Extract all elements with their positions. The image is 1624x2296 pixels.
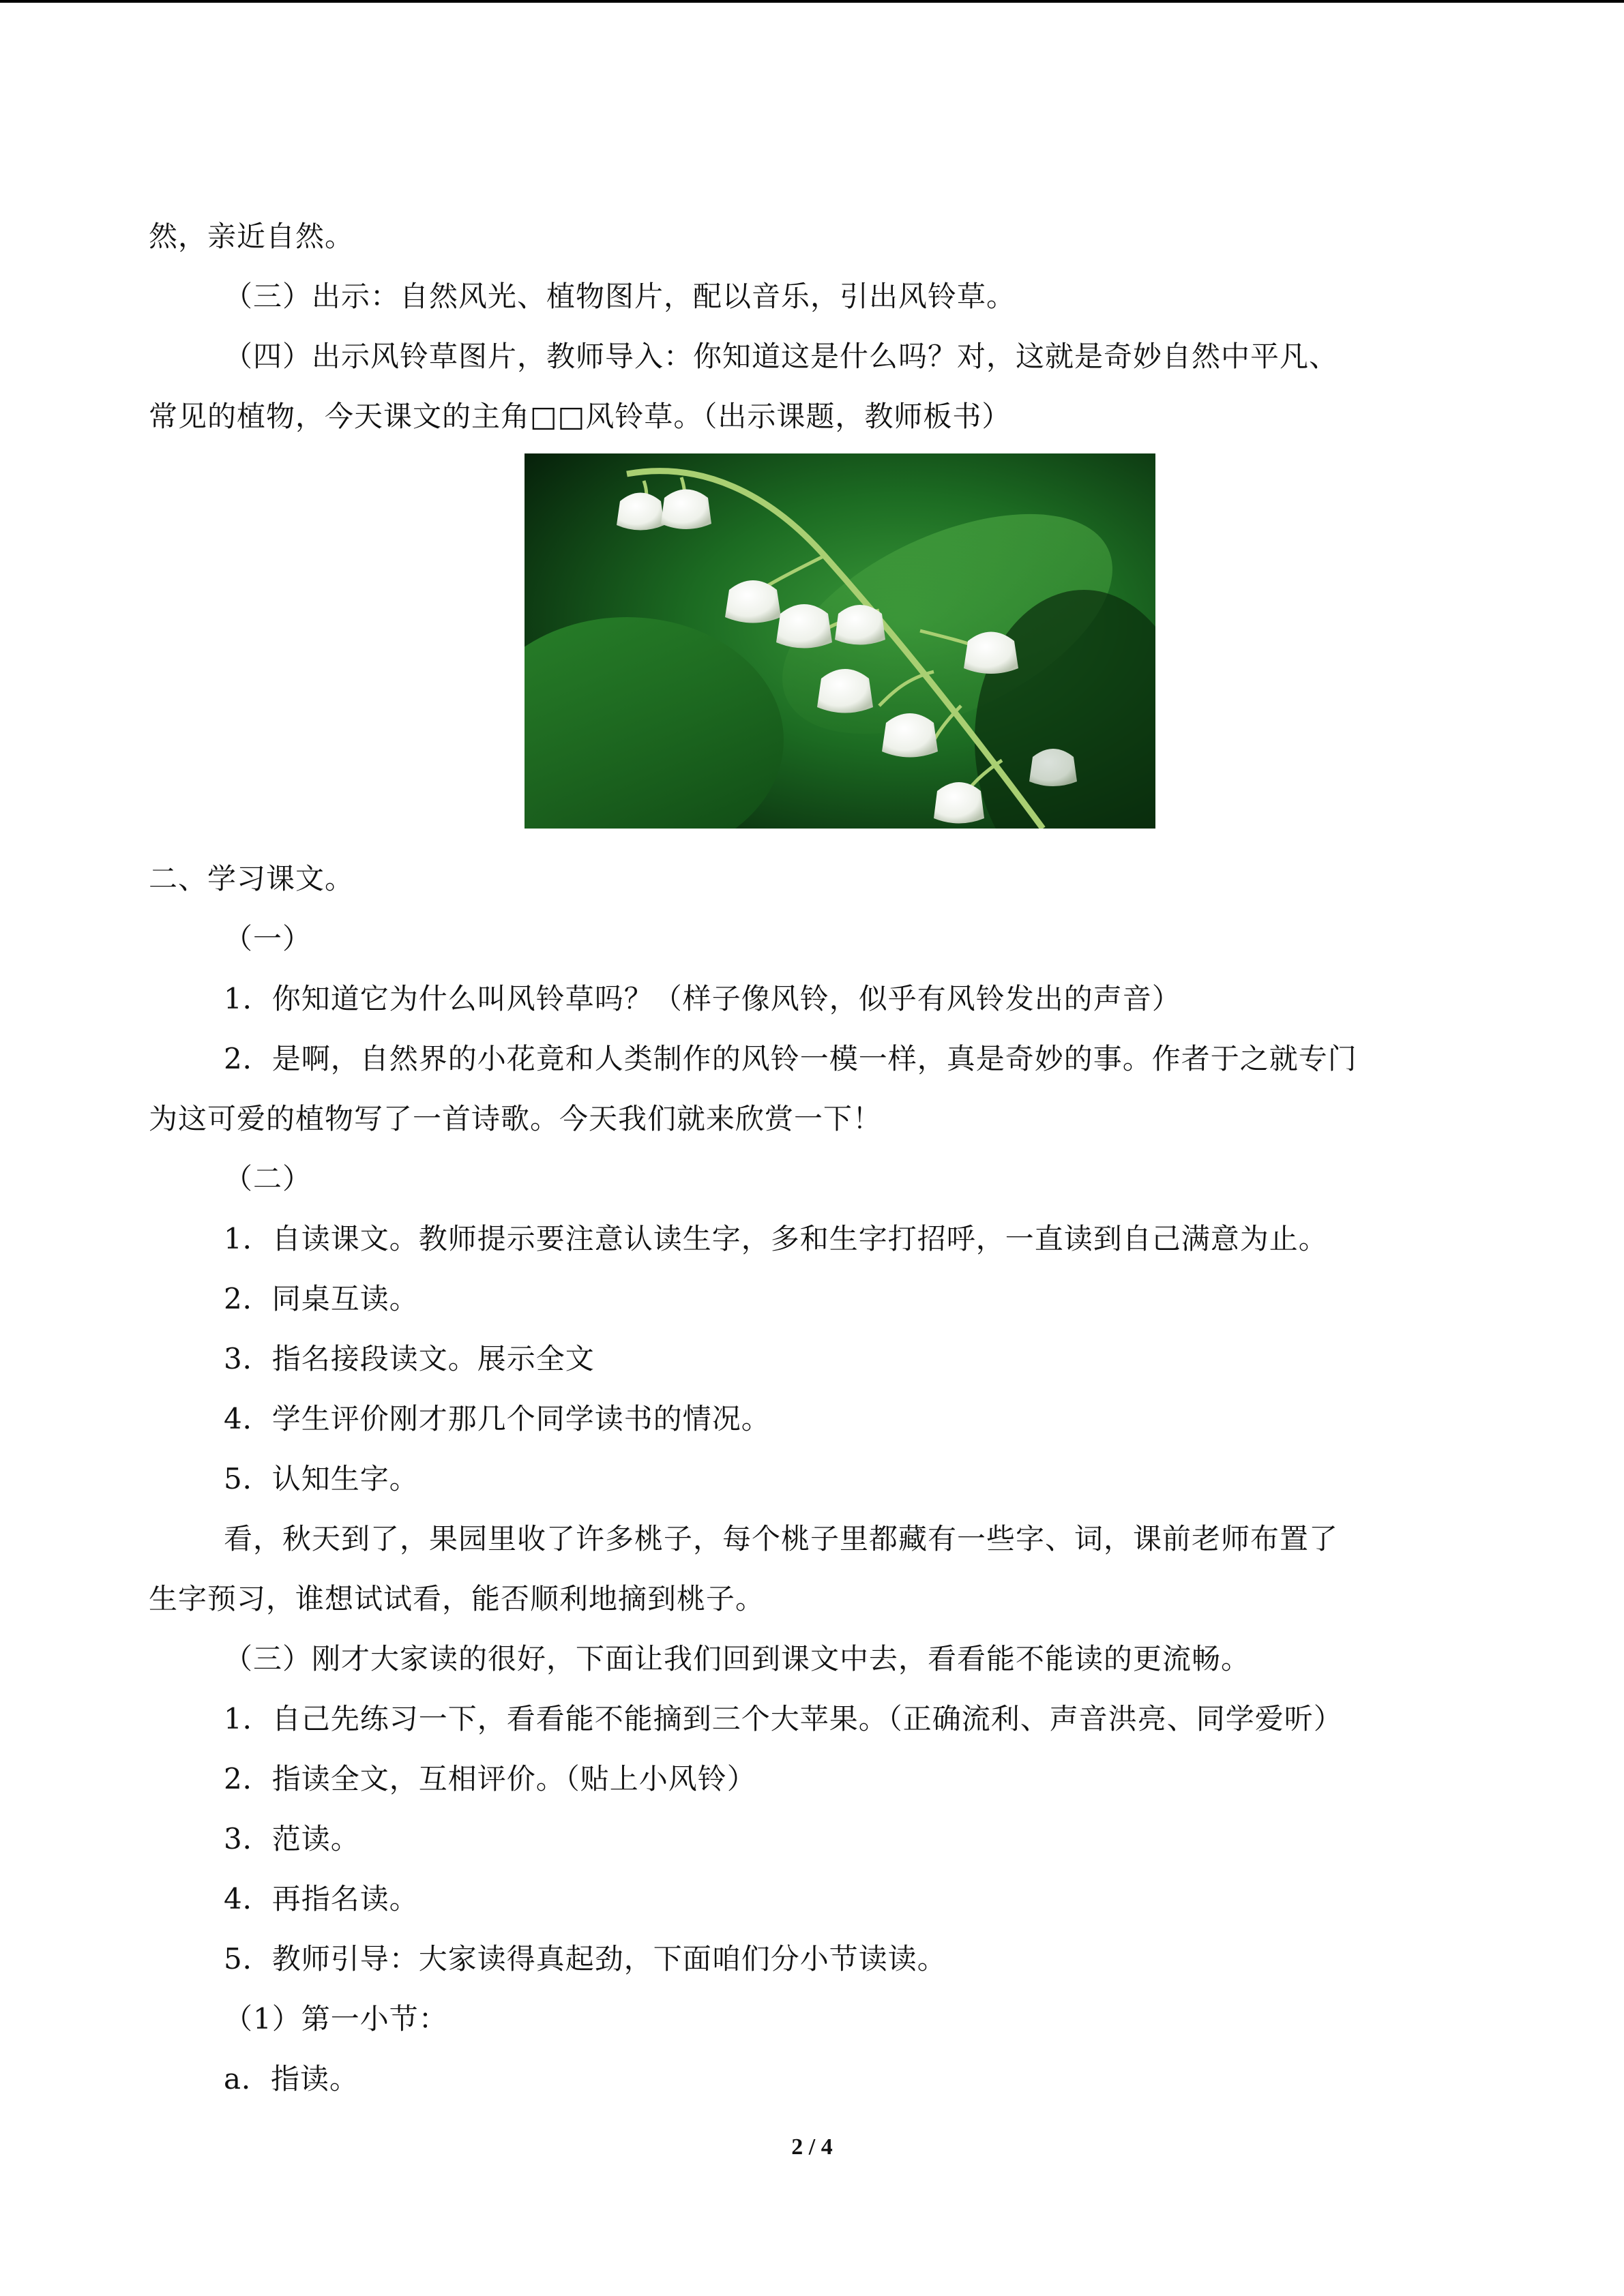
lily-of-the-valley-photo — [525, 453, 1155, 829]
text-line: 5．教师引导：大家读得真起劲，下面咱们分小节读读。 — [224, 1942, 947, 1976]
text-line: 3．指名接段读文。展示全文 — [224, 1342, 595, 1375]
text-line: 2．指读全文，互相评价。（贴上小风铃） — [224, 1762, 756, 1795]
text-line: 生字预习，谁想试试看，能否顺利地摘到桃子。 — [149, 1582, 765, 1615]
text-line: 为这可爱的植物写了一首诗歌。今天我们就来欣赏一下！ — [149, 1102, 883, 1135]
paragraph-group-lesson — [149, 849, 1486, 2109]
text-line: （一） — [224, 922, 312, 955]
text-line: 1．自读课文。教师提示要注意认读生字，多和生字打招呼，一直读到自己满意为止。 — [224, 1222, 1328, 1255]
text-line: 3．范读。 — [224, 1822, 360, 1855]
text-line: 2．同桌互读。 — [224, 1282, 419, 1315]
text-line: （三）出示：自然风光、植物图片，配以音乐，引出风铃草。 — [224, 280, 1016, 313]
text-line: 看，秋天到了，果园里收了许多桃子，每个桃子里都藏有一些字、词，课前老师布置了 — [224, 1522, 1339, 1555]
text-line: 常见的植物，今天课文的主角□□风铃草。（出示课题，教师板书） — [149, 400, 1012, 433]
text-line: 1．自己先练习一下，看看能不能摘到三个大苹果。（正确流利、声音洪亮、同学爱听） — [224, 1702, 1343, 1735]
text-line: 2．是啊，自然界的小花竟和人类制作的风铃一模一样，真是奇妙的事。作者于之就专门 — [224, 1042, 1357, 1075]
text-line: 4．学生评价刚才那几个同学读书的情况。 — [224, 1402, 771, 1435]
text-line: 二、学习课文。 — [149, 862, 355, 895]
text-line: a．指读。 — [224, 2062, 359, 2096]
document-body — [149, 207, 1486, 2109]
text-line: （三）刚才大家读的很好，下面让我们回到课文中去，看看能不能读的更流畅。 — [224, 1642, 1251, 1675]
text-line: 然，亲近自然。 — [149, 220, 355, 253]
text-line: 4．再指名读。 — [224, 1882, 419, 1915]
page-number: 2 / 4 — [791, 2134, 833, 2160]
text-line: （二） — [224, 1162, 312, 1195]
paragraph-group-intro — [149, 207, 1486, 447]
text-line: （1）第一小节： — [224, 2002, 448, 2036]
text-line: 5．认知生字。 — [224, 1462, 419, 1495]
top-border-rule — [0, 0, 1624, 3]
text-line: （四）出示风铃草图片，教师导入：你知道这是什么吗？对，这就是奇妙自然中平凡、 — [224, 340, 1339, 373]
text-line: 1．你知道它为什么叫风铃草吗？（样子像风铃，似乎有风铃发出的声音） — [224, 982, 1181, 1015]
